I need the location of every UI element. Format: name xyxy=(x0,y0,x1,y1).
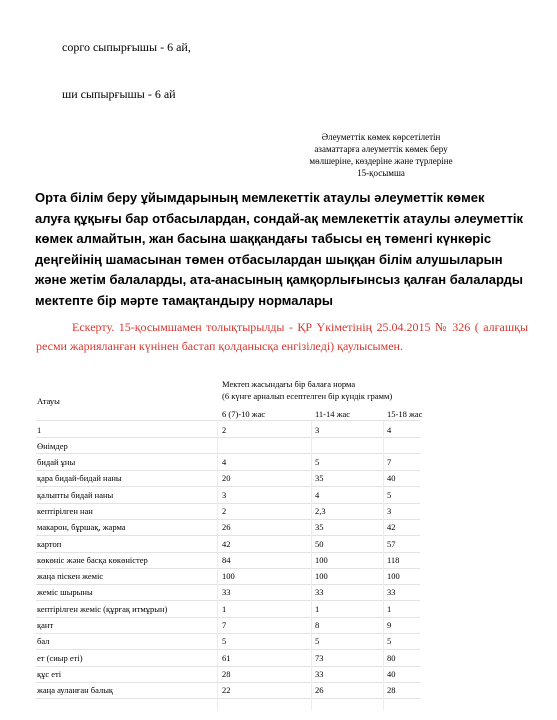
norm-value-cell: 100 xyxy=(315,571,328,582)
norm-value-cell: 57 xyxy=(387,538,396,549)
section-label: Өнімдер xyxy=(37,441,68,451)
column-divider xyxy=(311,420,312,710)
norm-value-cell: 3 xyxy=(222,489,227,500)
norm-value-cell: 100 xyxy=(387,571,400,582)
product-name-cell: көкөніс және басқа көкөністер xyxy=(37,554,148,565)
norm-value-cell: 84 xyxy=(222,554,231,565)
norm-value-cell: 42 xyxy=(222,538,231,549)
appendix-caption-line: азаматтарға әлеуметтік көмек беру xyxy=(314,144,448,154)
product-name-cell: ет (сиыр еті) xyxy=(37,652,83,663)
column-divider xyxy=(217,420,218,710)
column-header-age: 11-14 жас xyxy=(315,409,351,419)
row-divider xyxy=(36,584,420,585)
norm-value-cell: 5 xyxy=(387,636,392,647)
norm-value-cell: 5 xyxy=(315,636,320,647)
norm-value-cell: 42 xyxy=(387,522,396,533)
column-number: 2 xyxy=(222,425,227,435)
row-divider xyxy=(36,568,420,569)
norm-value-cell: 33 xyxy=(315,668,324,679)
norm-value-cell: 3 xyxy=(387,505,392,516)
document-title: Орта білім беру ұйымдарының мемлекеттік атаулы әлеуметтік көмек алуға құқығы бар отбасылардан, сондай-ақ мемлекеттік атаулы әлеуметтік көмек алмайтын, жан басына шаққандағы табысы ең төменгі күнкөріс деңгейінің шамасынан төмен отбасылардан шыққан білім алушыларын және жетім балаларды, ата-анасының қамқорлығынсыз қалған балаларды мектепте бір мәрте тамақтандыру нормалары xyxy=(35,190,523,308)
row-divider xyxy=(36,486,420,487)
column-header-age: 15-18 жас xyxy=(387,409,423,419)
row-divider xyxy=(36,600,420,601)
row-divider xyxy=(36,649,420,650)
row-divider xyxy=(36,420,420,421)
product-name-cell: макарон, бұршақ, жарма xyxy=(37,522,126,533)
norm-value-cell: 61 xyxy=(222,652,231,663)
norm-value-cell: 1 xyxy=(315,603,320,614)
norm-value-cell: 100 xyxy=(222,571,235,582)
column-number: 4 xyxy=(387,425,392,435)
intro-line-shi: ши сыпырғышы - 6 ай xyxy=(62,87,176,101)
norm-value-cell: 33 xyxy=(387,587,396,598)
row-divider xyxy=(36,698,420,699)
appendix-caption-line: Әлеуметтік көмек көрсетілетін xyxy=(321,132,441,142)
product-name-cell: қант xyxy=(37,620,54,630)
norm-value-cell: 50 xyxy=(315,538,324,549)
norm-value-cell: 80 xyxy=(387,652,396,663)
norm-value-cell: 22 xyxy=(222,685,231,696)
row-divider xyxy=(36,666,420,667)
intro-line-sorgo: сорго сыпырғышы - 6 ай, xyxy=(62,40,191,54)
product-name-cell: картоп xyxy=(37,538,62,549)
product-name-cell: бал xyxy=(37,636,50,647)
norm-value-cell: 9 xyxy=(387,620,392,630)
norm-value-cell: 35 xyxy=(315,522,324,533)
row-divider xyxy=(36,453,420,454)
row-divider xyxy=(36,617,420,618)
norm-header-line: Мектеп жасындағы бір балаға норма xyxy=(222,379,356,389)
norm-value-cell: 26 xyxy=(315,685,324,696)
norm-value-cell: 33 xyxy=(222,587,231,598)
row-divider xyxy=(36,682,420,683)
row-divider xyxy=(36,552,420,553)
norm-value-cell: 35 xyxy=(315,473,324,484)
row-divider xyxy=(36,503,420,504)
product-name-cell: кептірілген жеміс (құрғақ итмұрын) xyxy=(37,603,168,614)
norm-value-cell: 100 xyxy=(315,554,328,565)
norm-value-cell: 2,3 xyxy=(315,505,326,516)
norm-value-cell: 7 xyxy=(387,457,392,467)
norm-value-cell: 8 xyxy=(315,620,320,630)
column-divider xyxy=(383,420,384,710)
norm-value-cell: 4 xyxy=(315,489,320,500)
norm-value-cell: 5 xyxy=(315,457,320,467)
product-name-cell: бидай ұны xyxy=(37,457,76,467)
column-header-age: 6 (7)-10 жас xyxy=(222,409,266,419)
appendix-number: 15-қосымша xyxy=(357,168,405,178)
norm-value-cell: 7 xyxy=(222,620,227,630)
column-header-name: Атауы xyxy=(37,396,60,406)
norm-value-cell: 2 xyxy=(222,505,227,516)
norm-value-cell: 4 xyxy=(222,457,227,467)
product-name-cell: кептірілген нан xyxy=(37,505,93,516)
norm-value-cell: 1 xyxy=(387,603,392,614)
row-divider xyxy=(36,519,420,520)
column-number: 1 xyxy=(37,425,42,435)
norm-value-cell: 1 xyxy=(222,603,227,614)
norm-value-cell: 28 xyxy=(387,685,396,696)
norm-value-cell: 5 xyxy=(387,489,392,500)
product-name-cell: жаңа ауланған балық xyxy=(37,685,114,696)
norm-value-cell: 73 xyxy=(315,652,324,663)
product-name-cell: құс еті xyxy=(37,668,62,679)
row-divider xyxy=(36,437,420,438)
norm-header-subline: (6 күнге арналып есептелген бір күндік грамм) xyxy=(222,391,393,401)
norm-value-cell: 5 xyxy=(222,636,227,647)
norm-value-cell: 118 xyxy=(387,554,400,565)
amendment-note: Ескерту. 15-қосымшамен толықтырылды - ҚР Үкіметінің 25.04.2015 № 326 ( алғашқы ресми жарияланған күнінен бастап қолданысқа енгізіледі) қаулысымен. xyxy=(36,320,528,353)
row-divider xyxy=(36,470,420,471)
column-number: 3 xyxy=(315,425,320,435)
product-name-cell: жеміс шырыны xyxy=(37,587,93,598)
appendix-caption-line: мөлшеріне, көздеріне және түрлеріне xyxy=(309,156,453,166)
product-name-cell: қалыпты бидай наны xyxy=(37,489,114,500)
row-divider xyxy=(36,535,420,536)
row-divider xyxy=(36,633,420,634)
norm-value-cell: 20 xyxy=(222,473,231,484)
norm-value-cell: 28 xyxy=(222,668,231,679)
norm-value-cell: 26 xyxy=(222,522,231,533)
norm-value-cell: 33 xyxy=(315,587,324,598)
product-name-cell: қара бидай-бидай наны xyxy=(37,473,122,484)
product-name-cell: жаңа піскен жеміс xyxy=(37,571,104,582)
norm-value-cell: 40 xyxy=(387,668,396,679)
norm-value-cell: 40 xyxy=(387,473,396,484)
